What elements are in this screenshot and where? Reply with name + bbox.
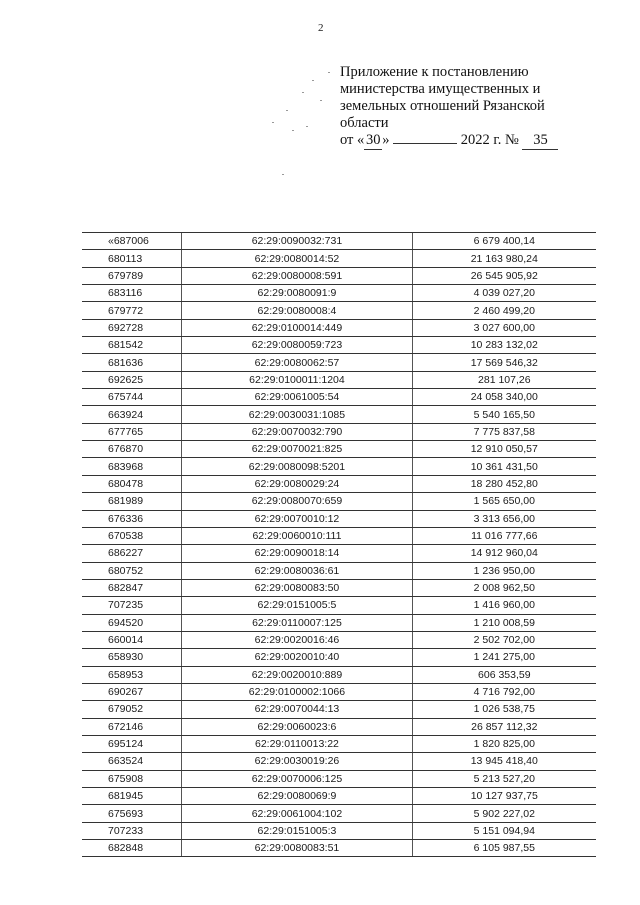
cadastral-number: 62:29:0080029:24 bbox=[182, 475, 412, 492]
cadastral-value: 13 945 418,40 bbox=[412, 753, 596, 770]
date-prefix: от « bbox=[340, 132, 365, 148]
row-id: 695124 bbox=[82, 735, 182, 752]
document-header bbox=[340, 64, 600, 150]
table-row bbox=[82, 475, 596, 492]
table-row bbox=[82, 510, 596, 527]
table-row bbox=[82, 753, 596, 770]
cadastral-value: 10 283 132,02 bbox=[412, 337, 596, 354]
cadastral-number: 62:29:0080036:61 bbox=[182, 562, 412, 579]
table-row bbox=[82, 788, 596, 805]
date-day: 30 bbox=[366, 132, 381, 148]
date-number: 35 bbox=[522, 132, 558, 150]
cadastral-value: 17 569 546,32 bbox=[412, 354, 596, 371]
cadastral-value: 10 361 431,50 bbox=[412, 458, 596, 475]
cadastral-value: 6 105 987,55 bbox=[412, 840, 596, 857]
row-id: 681542 bbox=[82, 337, 182, 354]
table-row bbox=[82, 423, 596, 440]
cadastral-value: 21 163 980,24 bbox=[412, 250, 596, 267]
row-id: 663524 bbox=[82, 753, 182, 770]
table-row bbox=[82, 631, 596, 648]
date-month bbox=[393, 143, 457, 144]
cadastral-number: 62:29:0070044:13 bbox=[182, 701, 412, 718]
row-id: 676336 bbox=[82, 510, 182, 527]
table-row bbox=[82, 597, 596, 614]
table-row bbox=[82, 579, 596, 596]
table-row bbox=[82, 649, 596, 666]
cadastral-number: 62:29:0070006:125 bbox=[182, 770, 412, 787]
scan-specks bbox=[262, 70, 332, 150]
table-row bbox=[82, 250, 596, 267]
cadastral-value: 26 857 112,32 bbox=[412, 718, 596, 735]
row-id: 670538 bbox=[82, 527, 182, 544]
cadastral-number: 62:29:0090018:14 bbox=[182, 545, 412, 562]
table-row bbox=[82, 614, 596, 631]
cadastral-number: 62:29:0060010:111 bbox=[182, 527, 412, 544]
cadastral-value: 26 545 905,92 bbox=[412, 267, 596, 284]
table-row bbox=[82, 233, 596, 250]
row-id: 682848 bbox=[82, 840, 182, 857]
cadastral-number: 62:29:0090032:731 bbox=[182, 233, 412, 250]
row-id: 675744 bbox=[82, 389, 182, 406]
cadastral-number: 62:29:0080008:4 bbox=[182, 302, 412, 319]
table-row bbox=[82, 562, 596, 579]
table-row bbox=[82, 302, 596, 319]
table-row bbox=[82, 805, 596, 822]
cadastral-value: 1 565 650,00 bbox=[412, 493, 596, 510]
row-id: 675693 bbox=[82, 805, 182, 822]
cadastral-number: 62:29:0080062:57 bbox=[182, 354, 412, 371]
row-id: 679772 bbox=[82, 302, 182, 319]
cadastral-value: 5 151 094,94 bbox=[412, 822, 596, 839]
row-id: 692625 bbox=[82, 371, 182, 388]
table-row bbox=[82, 371, 596, 388]
cadastral-number: 62:29:0020010:40 bbox=[182, 649, 412, 666]
table-row bbox=[82, 389, 596, 406]
row-id: 680752 bbox=[82, 562, 182, 579]
cadastral-number: 62:29:0030031:1085 bbox=[182, 406, 412, 423]
cadastral-value: 7 775 837,58 bbox=[412, 423, 596, 440]
cadastral-number: 62:29:0100002:1066 bbox=[182, 683, 412, 700]
table-row bbox=[82, 545, 596, 562]
cadastral-value: 1 236 950,00 bbox=[412, 562, 596, 579]
table-row bbox=[82, 441, 596, 458]
row-id: 658930 bbox=[82, 649, 182, 666]
cadastral-value: 5 540 165,50 bbox=[412, 406, 596, 423]
cadastral-number: 62:29:0020010:889 bbox=[182, 666, 412, 683]
table-row bbox=[82, 701, 596, 718]
row-id: 681989 bbox=[82, 493, 182, 510]
cadastral-number: 62:29:0080098:5201 bbox=[182, 458, 412, 475]
cadastral-number: 62:29:0080091:9 bbox=[182, 285, 412, 302]
table-row bbox=[82, 458, 596, 475]
cadastral-value: 2 502 702,00 bbox=[412, 631, 596, 648]
row-id: 707235 bbox=[82, 597, 182, 614]
cadastral-value: 4 716 792,00 bbox=[412, 683, 596, 700]
cadastral-number: 62:29:0080069:9 bbox=[182, 788, 412, 805]
cadastral-number: 62:29:0151005:3 bbox=[182, 822, 412, 839]
table-row bbox=[82, 770, 596, 787]
cadastral-number: 62:29:0100014:449 bbox=[182, 319, 412, 336]
row-id: 679789 bbox=[82, 267, 182, 284]
row-id: 692728 bbox=[82, 319, 182, 336]
cadastral-value: 1 820 825,00 bbox=[412, 735, 596, 752]
cadastral-number: 62:29:0080014:52 bbox=[182, 250, 412, 267]
land-plot-table bbox=[82, 232, 596, 857]
table-row bbox=[82, 319, 596, 336]
cadastral-number: 62:29:0110007:125 bbox=[182, 614, 412, 631]
row-id: 672146 bbox=[82, 718, 182, 735]
cadastral-number: 62:29:0070032:790 bbox=[182, 423, 412, 440]
cadastral-value: 18 280 452,80 bbox=[412, 475, 596, 492]
table-row bbox=[82, 840, 596, 857]
date-year: 2022 г. № bbox=[460, 132, 519, 148]
row-id: 676870 bbox=[82, 441, 182, 458]
cadastral-value: 1 241 275,00 bbox=[412, 649, 596, 666]
row-id: 660014 bbox=[82, 631, 182, 648]
cadastral-value: 11 016 777,66 bbox=[412, 527, 596, 544]
row-id: 658953 bbox=[82, 666, 182, 683]
row-id: 686227 bbox=[82, 545, 182, 562]
row-id: 680113 bbox=[82, 250, 182, 267]
row-id: 683968 bbox=[82, 458, 182, 475]
cadastral-number: 62:29:0020016:46 bbox=[182, 631, 412, 648]
row-id: 694520 bbox=[82, 614, 182, 631]
cadastral-value: 10 127 937,75 bbox=[412, 788, 596, 805]
row-id: 675908 bbox=[82, 770, 182, 787]
cadastral-number: 62:29:0060023:6 bbox=[182, 718, 412, 735]
cadastral-number: 62:29:0080083:50 bbox=[182, 579, 412, 596]
cadastral-value: 14 912 960,04 bbox=[412, 545, 596, 562]
header-line-4: области bbox=[340, 115, 389, 131]
table-row bbox=[82, 735, 596, 752]
cadastral-number: 62:29:0070010:12 bbox=[182, 510, 412, 527]
cadastral-number: 62:29:0151005:5 bbox=[182, 597, 412, 614]
cadastral-number: 62:29:0080083:51 bbox=[182, 840, 412, 857]
cadastral-number: 62:29:0080070:659 bbox=[182, 493, 412, 510]
table-row bbox=[82, 683, 596, 700]
table-row bbox=[82, 666, 596, 683]
table-row bbox=[82, 285, 596, 302]
table-row bbox=[82, 267, 596, 284]
table-row bbox=[82, 527, 596, 544]
cadastral-number: 62:29:0061005:54 bbox=[182, 389, 412, 406]
table-row bbox=[82, 406, 596, 423]
cadastral-value: 6 679 400,14 bbox=[412, 233, 596, 250]
cadastral-number: 62:29:0110013:22 bbox=[182, 735, 412, 752]
cadastral-number: 62:29:0061004:102 bbox=[182, 805, 412, 822]
row-id: 680478 bbox=[82, 475, 182, 492]
row-id: 690267 bbox=[82, 683, 182, 700]
header-date-line bbox=[340, 132, 600, 150]
cadastral-value: 606 353,59 bbox=[412, 666, 596, 683]
cadastral-value: 2 008 962,50 bbox=[412, 579, 596, 596]
row-id: «687006 bbox=[82, 233, 182, 250]
row-id: 707233 bbox=[82, 822, 182, 839]
header-line-3: земельных отношений Рязанской bbox=[340, 98, 545, 114]
cadastral-value: 3 027 600,00 bbox=[412, 319, 596, 336]
row-id: 681945 bbox=[82, 788, 182, 805]
cadastral-number: 62:29:0080059:723 bbox=[182, 337, 412, 354]
row-id: 677765 bbox=[82, 423, 182, 440]
row-id: 679052 bbox=[82, 701, 182, 718]
header-line-1: Приложение к постановлению bbox=[340, 64, 529, 80]
cadastral-value: 4 039 027,20 bbox=[412, 285, 596, 302]
cadastral-value: 5 902 227,02 bbox=[412, 805, 596, 822]
cadastral-value: 3 313 656,00 bbox=[412, 510, 596, 527]
row-id: 663924 bbox=[82, 406, 182, 423]
table-row bbox=[82, 493, 596, 510]
header-line-2: министерства имущественных и bbox=[340, 81, 541, 97]
cadastral-number: 62:29:0100011:1204 bbox=[182, 371, 412, 388]
cadastral-number: 62:29:0070021:825 bbox=[182, 441, 412, 458]
cadastral-value: 2 460 499,20 bbox=[412, 302, 596, 319]
row-id: 683116 bbox=[82, 285, 182, 302]
table-row bbox=[82, 718, 596, 735]
date-mid: » bbox=[382, 132, 390, 148]
table-row bbox=[82, 354, 596, 371]
cadastral-value: 1 026 538,75 bbox=[412, 701, 596, 718]
cadastral-value: 24 058 340,00 bbox=[412, 389, 596, 406]
cadastral-value: 12 910 050,57 bbox=[412, 441, 596, 458]
row-id: 682847 bbox=[82, 579, 182, 596]
cadastral-value: 281 107,26 bbox=[412, 371, 596, 388]
cadastral-number: 62:29:0030019:26 bbox=[182, 753, 412, 770]
page-number: 2 bbox=[318, 22, 324, 34]
row-id: 681636 bbox=[82, 354, 182, 371]
cadastral-value: 1 416 960,00 bbox=[412, 597, 596, 614]
table-row bbox=[82, 337, 596, 354]
cadastral-number: 62:29:0080008:591 bbox=[182, 267, 412, 284]
table-row bbox=[82, 822, 596, 839]
cadastral-value: 5 213 527,20 bbox=[412, 770, 596, 787]
cadastral-value: 1 210 008,59 bbox=[412, 614, 596, 631]
